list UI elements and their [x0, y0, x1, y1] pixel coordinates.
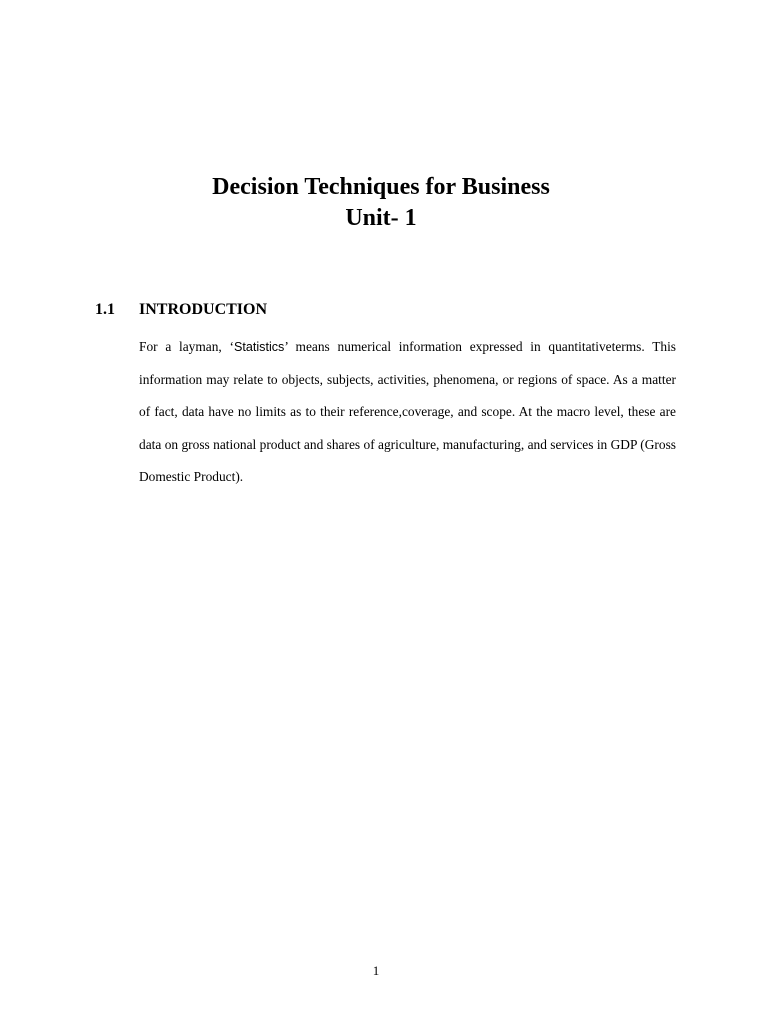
section-number: 1.1	[95, 301, 115, 318]
statistics-term: Statistics	[233, 340, 285, 354]
section-heading	[95, 300, 267, 320]
document-title: Decision Techniques for Business	[212, 174, 550, 200]
unit-heading: Unit- 1	[345, 205, 417, 231]
paragraph-text-start: For a layman, ‘	[139, 339, 234, 354]
page-number: 1	[372, 963, 380, 978]
paragraph-text-rest: ’ means numerical information expressed in quantitativeterms. This information may relate to objects, subjects, activities, phenomena, or regions of space. As a matter of fact, data have no limits as to their reference,coverage, and scope. At the macro level, these are data on gross national product and shares of agriculture, manufacturing, and services in GDP (Gross Domestic Product).	[139, 339, 677, 485]
section-title: INTRODUCTION	[139, 301, 268, 318]
introduction-paragraph	[139, 331, 676, 494]
